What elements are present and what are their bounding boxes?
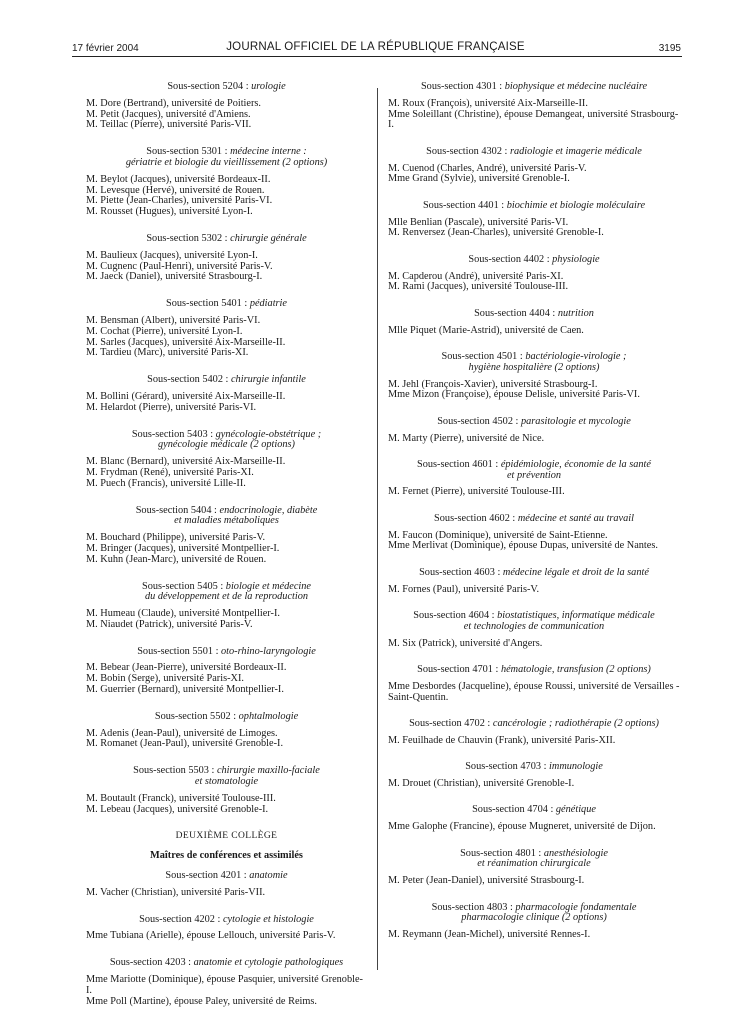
subsection-discipline: biochimie et biologie moléculaire — [506, 199, 646, 211]
appointee-entry: M. Bebear (Jean-Pierre), université Bordeaux-II. — [86, 662, 287, 674]
subsection-title — [388, 665, 680, 676]
subsection-discipline: bactériologie-virologie ; — [525, 350, 627, 362]
subsection-discipline: oto-rhino-laryngologie — [221, 645, 316, 657]
subsection — [388, 903, 680, 941]
subsection-discipline: nutrition — [557, 307, 594, 319]
subsection-number: Sous-section 4404 : — [474, 307, 558, 319]
subsection-discipline: anatomie et cytologie pathologiques — [193, 957, 344, 969]
appointee-entry: M. Petit (Jacques), université d'Amiens. — [86, 108, 251, 120]
appointee-entry: M. Levesque (Hervé), université de Rouen. — [86, 184, 265, 196]
appointee-entry: M. Bollini (Gérard), université Aix-Marseille-II. — [86, 390, 286, 402]
subsection — [388, 417, 680, 445]
subsection-title — [388, 309, 680, 320]
subsection-number: Sous-section 4803 : — [431, 901, 516, 913]
subsection-discipline: et prévention — [506, 469, 562, 481]
appointee-entry: Mlle Piquet (Marie-Astrid), université de Caen. — [388, 324, 584, 336]
appointee-entry: M. Tardieu (Marc), université Paris-XI. — [86, 347, 249, 359]
subsection — [388, 719, 680, 747]
subsection-number: Sous-section 4603 : — [419, 566, 503, 578]
appointee-entry: M. Faucon (Dominique), université de Saint-Etienne. — [388, 529, 608, 541]
subsection-title — [86, 506, 367, 528]
subsection-number: Sous-section 4402 : — [468, 253, 553, 265]
appointee-entry: M. Rami (Jacques), université Toulouse-III. — [388, 281, 569, 293]
subsection-number: Sous-section 5403 : — [131, 428, 216, 440]
subsection-discipline: chirurgie générale — [230, 232, 307, 244]
subsection-discipline: biologie et médecine — [225, 580, 311, 592]
subsection-title — [388, 82, 680, 93]
subsection-title — [388, 460, 680, 482]
appointee-entry: M. Jaeck (Daniel), université Strasbourg-I. — [86, 271, 263, 283]
subsection-discipline: endocrinologie, diabète — [219, 504, 318, 516]
subsection — [86, 147, 367, 218]
subsection-title — [86, 958, 367, 969]
appointee-entry: M. Cugnenc (Paul-Henri), université Paris-V. — [86, 260, 273, 272]
subsection-title — [86, 375, 367, 386]
appointee-entry: Mme Desbordes (Jacqueline), épouse Roussi, université de Versailles - Saint-Quentin. — [388, 680, 680, 703]
subsection — [388, 352, 680, 401]
appointee-entry: Mme Grand (Sylvie), université Grenoble-I. — [388, 173, 570, 185]
subsection-number: Sous-section 4704 : — [472, 804, 556, 816]
appointee-entry: M. Kuhn (Jean-Marc), université de Rouen. — [86, 553, 267, 565]
subsection-title — [388, 352, 680, 374]
subsection-discipline: médecine et santé au travail — [517, 512, 634, 524]
subsection-title — [388, 762, 680, 773]
subsection-discipline: hématologie, transfusion (2 options) — [500, 664, 651, 676]
appointee-entry: M. Romanet (Jean-Paul), université Grenoble-I. — [86, 738, 284, 750]
appointee-entry: M. Fornes (Paul), université Paris-V. — [388, 583, 540, 595]
appointee-entry: M. Feuilhade de Chauvin (Frank), université Paris-XII. — [388, 734, 616, 746]
subsection-title — [86, 582, 367, 604]
subsection-title — [388, 805, 680, 816]
subsection-number: Sous-section 4301 : — [420, 81, 505, 92]
header-rule — [72, 56, 682, 57]
appointee-entry: M. Six (Patrick), université d'Angers. — [388, 637, 543, 649]
appointee-entry: M. Niaudet (Patrick), université Paris-V. — [86, 618, 253, 630]
subsection-title — [388, 255, 680, 266]
subsection-number: Sous-section 4302 : — [426, 145, 510, 157]
subsection-discipline: urologie — [251, 81, 286, 92]
appointee-entry: M. Vacher (Christian), université Paris-VII. — [86, 886, 266, 898]
subsection-title — [86, 915, 367, 926]
subsection-discipline: immunologie — [549, 761, 603, 773]
right-sections — [388, 82, 680, 941]
subsection — [86, 506, 367, 566]
subsection-title — [86, 647, 367, 658]
subsection-discipline: radiologie et imagerie médicale — [509, 145, 642, 157]
subsection-title — [86, 766, 367, 788]
subsection-number: Sous-section 5502 : — [154, 710, 239, 722]
subsection-title — [388, 147, 680, 158]
subsection-number: Sous-section 5401 : — [166, 298, 250, 310]
subsection — [86, 299, 367, 359]
subsection-discipline: gériatrie et biologie du vieillissement (2 options) — [125, 156, 328, 168]
subsection-discipline: épidémiologie, économie de la santé — [500, 458, 651, 470]
subsection-number: Sous-section 4201 : — [165, 870, 250, 882]
subsection-title — [388, 201, 680, 212]
journal-title: JOURNAL OFFICIEL DE LA RÉPUBLIQUE FRANÇAISE — [226, 41, 525, 53]
subsection — [86, 430, 367, 490]
appointee-entry: M. Teillac (Pierre), université Paris-VII. — [86, 119, 252, 131]
subsection — [388, 568, 680, 596]
subsection-title — [388, 719, 680, 730]
subsection-title — [86, 871, 367, 882]
subsection-number: Sous-section 4401 : — [422, 199, 507, 211]
subsection-number: Sous-section 4501 : — [441, 350, 526, 362]
appointee-entry: M. Bouchard (Philippe), université Paris-V. — [86, 532, 266, 544]
left-sections — [86, 82, 367, 815]
subsection-number: Sous-section 4701 : — [417, 664, 501, 676]
subsection-discipline: pharmacologie fondamentale — [515, 901, 637, 913]
subsection-discipline: biostatistiques, informatique médicale — [497, 610, 655, 622]
subsection-title — [388, 903, 680, 925]
subsection-number: Sous-section 5301 : — [146, 146, 231, 158]
subsection-number: Sous-section 5204 : — [167, 81, 252, 92]
subsection-number: Sous-section 5503 : — [133, 765, 217, 777]
subsection — [86, 712, 367, 750]
subsection-discipline: hygiène hospitalière (2 options) — [468, 361, 600, 373]
left2-sections — [86, 871, 367, 1007]
subsection-discipline: du développement et de la reproduction — [144, 591, 309, 603]
appointee-entry: M. Helardot (Pierre), université Paris-VI. — [86, 401, 257, 413]
subsection — [388, 762, 680, 790]
subsection — [388, 255, 680, 293]
subsection — [388, 201, 680, 239]
subsection-discipline: pédiatrie — [249, 298, 287, 310]
subsection-discipline: gynécologie-obstétrique ; — [215, 428, 322, 440]
appointee-entry: M. Drouet (Christian), université Grenoble-I. — [388, 778, 575, 789]
subsection-title — [86, 430, 367, 452]
subsection-number: Sous-section 4703 : — [465, 761, 550, 773]
appointee-entry: Mme Soleillant (Christine), épouse Demangeat, université Strasbourg-I. — [388, 108, 679, 131]
appointee-entry: M. Bobin (Serge), université Paris-XI. — [86, 673, 244, 685]
subsection-title — [388, 568, 680, 579]
appointee-entry: M. Renversez (Jean-Charles), université Grenoble-I. — [388, 227, 604, 239]
college-heading: DEUXIÈME COLLÈGE — [175, 831, 278, 842]
appointee-entry: Mme Merlivat (Dominique), épouse Dupas, université de Nantes. — [388, 540, 658, 552]
appointee-entry: M. Rousset (Hugues), université Lyon-I. — [86, 206, 253, 218]
appointee-entry: Mme Mariotte (Dominique), épouse Pasquier, université Grenoble-I. — [86, 974, 363, 996]
subsection — [388, 805, 680, 833]
appointee-entry: Mme Tubiana (Arielle), épouse Lellouch, université Paris-V. — [86, 930, 336, 942]
subsection — [388, 849, 680, 887]
subsection-discipline: anatomie — [249, 870, 288, 882]
subsection-discipline: et technologies de communication — [463, 620, 605, 632]
appointee-entry: M. Jehl (François-Xavier), université Strasbourg-I. — [388, 378, 598, 390]
subsection — [86, 234, 367, 283]
subsection — [86, 915, 367, 943]
subsection-title — [388, 514, 680, 525]
page-number: 3195 — [658, 43, 681, 54]
appointee-entry: M. Blanc (Bernard), université Aix-Marseille-II. — [86, 456, 286, 468]
subsection — [388, 82, 680, 131]
page-header — [0, 0, 751, 54]
subsection-discipline: et maladies métaboliques — [174, 515, 279, 527]
subsection-number: Sous-section 5302 : — [146, 232, 231, 244]
subsection — [388, 514, 680, 552]
appointee-entry: M. Puech (Francis), université Lille-II. — [86, 477, 246, 489]
column-divider — [377, 88, 378, 970]
subsection-discipline: et réanimation chirurgicale — [477, 858, 591, 870]
appointee-entry: M. Bensman (Albert), université Paris-VI. — [86, 314, 261, 326]
appointee-entry: M. Baulieux (Jacques), université Lyon-I. — [86, 249, 258, 261]
appointee-entry: Mlle Benlian (Pascale), université Paris-VI. — [388, 216, 569, 228]
subsection — [388, 611, 680, 649]
subsection-title — [86, 712, 367, 723]
subsection-discipline: chirurgie maxillo-faciale — [216, 765, 320, 777]
subsection-number: Sous-section 4602 : — [434, 512, 518, 524]
subsection-title — [388, 417, 680, 428]
subsection-number: Sous-section 4502 : — [437, 415, 521, 427]
subsection — [86, 375, 367, 413]
appointee-entry: M. Cochat (Pierre), université Lyon-I. — [86, 325, 243, 337]
subsection-discipline: cytologie et histologie — [222, 913, 314, 925]
subsection-title — [86, 147, 367, 169]
subsection-discipline: pharmacologie clinique (2 options) — [461, 912, 607, 924]
appointee-entry: M. Dore (Bertrand), université de Poitiers. — [86, 97, 262, 109]
subsection — [86, 647, 367, 696]
subsection-number: Sous-section 4203 : — [109, 957, 194, 969]
subsection-title — [388, 611, 680, 633]
subsection-discipline: parasitologie et mycologie — [521, 415, 631, 427]
subsection-number: Sous-section 4601 : — [417, 458, 501, 470]
subsection — [388, 147, 680, 185]
subsection — [86, 958, 367, 1007]
subsection-discipline: génétique — [555, 804, 596, 816]
header-date: 17 février 2004 — [72, 43, 139, 54]
appointee-entry: M. Humeau (Claude), université Montpellier-I. — [86, 608, 280, 620]
appointee-entry: M. Cuenod (Charles, André), université Paris-V. — [388, 162, 587, 174]
subsection-discipline: cancérologie ; radiothérapie (2 options) — [492, 718, 659, 730]
subsection-discipline: physiologie — [552, 253, 600, 265]
subsection-discipline: biophysique et médecine nucléaire — [504, 81, 648, 92]
appointee-entry: Mme Mizon (Françoise), épouse Delisle, université Paris-VI. — [388, 389, 640, 401]
appointee-entry: M. Peter (Jean-Daniel), université Strasbourg-I. — [388, 875, 585, 887]
subsection — [388, 665, 680, 703]
subhead: Maîtres de conférences et assimilés — [150, 850, 303, 862]
subsection — [86, 82, 367, 131]
appointee-entry: M. Bringer (Jacques), université Montpellier-I. — [86, 542, 280, 554]
subsection — [388, 460, 680, 498]
appointee-entry: M. Fernet (Pierre), université Toulouse-III. — [388, 486, 565, 498]
subsection-number: Sous-section 4202 : — [139, 913, 223, 925]
subsection-discipline: et stomatologie — [194, 776, 259, 788]
appointee-entry: M. Marty (Pierre), université de Nice. — [388, 432, 545, 444]
subsection — [86, 871, 367, 899]
appointee-entry: M. Sarles (Jacques), université Aix-Marseille-II. — [86, 336, 286, 348]
appointee-entry: M. Adenis (Jean-Paul), université de Limoges. — [86, 727, 278, 739]
subsection — [388, 309, 680, 337]
subsection-discipline: médecine légale et droit de la santé — [502, 566, 649, 578]
appointee-entry: M. Capderou (André), université Paris-XI. — [388, 270, 564, 282]
right-column — [388, 82, 680, 957]
subsection-number: Sous-section 4702 : — [409, 718, 493, 730]
appointee-entry: M. Roux (François), université Aix-Marseille-II. — [388, 97, 588, 109]
appointee-entry: M. Boutault (Franck), université Toulouse-III. — [86, 792, 276, 804]
appointee-entry: M. Guerrier (Bernard), université Montpellier-I. — [86, 684, 284, 696]
subsection-number: Sous-section 5405 : — [141, 580, 226, 592]
subsection — [86, 766, 367, 815]
appointee-entry: M. Beylot (Jacques), université Bordeaux-II. — [86, 173, 271, 185]
appointee-entry: Mme Galophe (Francine), épouse Mugneret, université de Dijon. — [388, 821, 656, 833]
subsection-number: Sous-section 5402 : — [147, 374, 231, 386]
subsection-title — [86, 82, 367, 93]
appointee-entry: M. Frydman (René), université Paris-XI. — [86, 466, 254, 478]
appointee-entry: M. Lebeau (Jacques), université Grenoble-I. — [86, 803, 269, 815]
appointee-entry: Mme Poll (Martine), épouse Paley, université de Reims. — [86, 995, 317, 1007]
subsection — [86, 582, 367, 631]
subsection-number: Sous-section 5404 : — [135, 504, 220, 516]
subsection-discipline: ophtalmologie — [238, 710, 299, 722]
subsection-discipline: chirurgie infantile — [230, 374, 306, 386]
appointee-entry: M. Piette (Jean-Charles), université Paris-VI. — [86, 195, 273, 207]
subsection-number: Sous-section 4801 : — [460, 847, 544, 859]
subsection-title — [86, 299, 367, 310]
subsection-discipline: anesthésiologie — [543, 847, 608, 859]
subsection-number: Sous-section 5501 : — [137, 645, 222, 657]
subsection-discipline: gynécologie médicale (2 options) — [158, 439, 295, 451]
left-column — [86, 82, 367, 1023]
subsection-title — [86, 234, 367, 245]
subsection-number: Sous-section 4604 : — [413, 610, 498, 622]
subsection-title — [388, 849, 680, 871]
subsection-discipline: médecine interne : — [230, 146, 307, 158]
appointee-entry: M. Reymann (Jean-Michel), université Rennes-I. — [388, 929, 591, 941]
